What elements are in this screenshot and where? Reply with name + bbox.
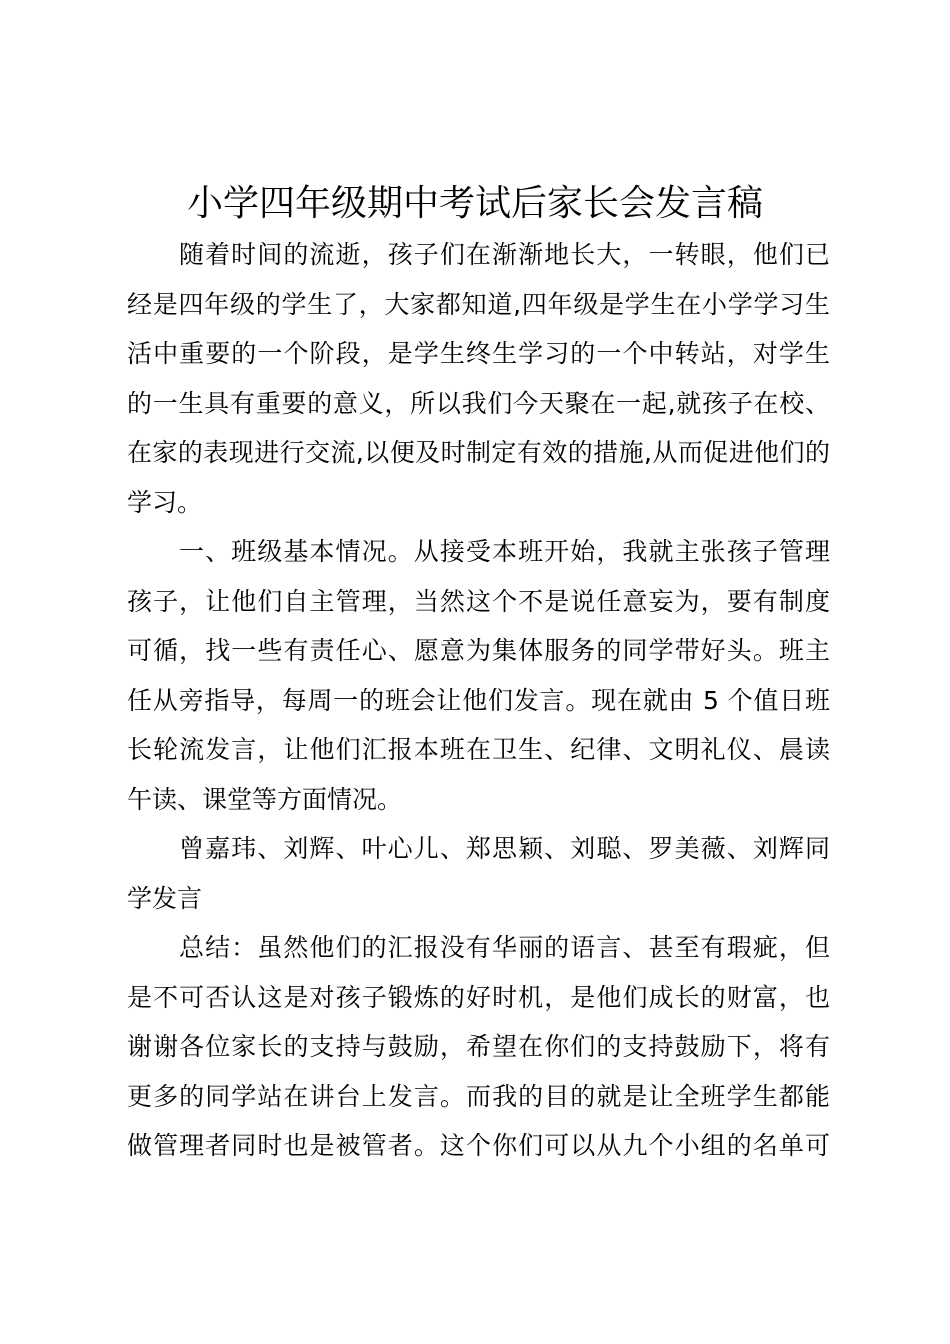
text-line: 任从旁指导，每周一的班会让他们发言。现在就由 5 个值日班 [127, 685, 830, 715]
text-line: 总结：虽然他们的汇报没有华丽的语言、甚至有瑕疵，但 [179, 933, 830, 962]
document-title: 小学四年级期中考试后家长会发言稿 [186, 183, 763, 224]
paragraph [127, 230, 837, 527]
paragraph [127, 824, 837, 923]
text-line: 学发言 [127, 883, 203, 913]
text-line: 经是四年级的学生了，大家都知道,四年级是学生在小学学习生 [127, 289, 830, 319]
paragraph [127, 923, 837, 1171]
text-line: 一、班级基本情况。从接受本班开始，我就主张孩子管理 [179, 537, 830, 566]
text-line: 活中重要的一个阶段，是学生终生学习的一个中转站，对学生 [127, 339, 830, 368]
document-body [127, 230, 837, 1171]
text-line: 的一生具有重要的意义，所以我们今天聚在一起,就孩子在校、 [127, 388, 830, 418]
text-line: 午读、课堂等方面情况。 [127, 784, 403, 814]
text-line: 更多的同学站在讲台上发言。而我的目的就是让全班学生都能 [127, 1081, 830, 1111]
text-line: 做管理者同时也是被管者。这个你们可以从九个小组的名单可 [127, 1131, 830, 1160]
text-line: 是不可否认这是对孩子锻炼的好时机，是他们成长的财富，也 [127, 982, 830, 1012]
text-line: 长轮流发言，让他们汇报本班在卫生、纪律、文明礼仪、晨读 [127, 735, 830, 764]
text-line: 曾嘉玮、刘辉、叶心儿、郑思颖、刘聪、罗美薇、刘辉同 [179, 834, 830, 863]
text-line: 学习。 [127, 487, 203, 517]
paragraph [127, 527, 837, 824]
text-line: 孩子，让他们自主管理，当然这个不是说任意妄为，要有制度 [127, 586, 830, 616]
text-line: 在家的表现进行交流,以便及时制定有效的措施,从而促进他们的 [127, 438, 830, 467]
text-line: 可循，找一些有责任心、愿意为集体服务的同学带好头。班主 [127, 636, 830, 665]
text-line: 随着时间的流逝，孩子们在渐渐地长大，一转眼，他们已 [179, 240, 830, 269]
text-line: 谢谢各位家长的支持与鼓励，希望在你们的支持鼓励下，将有 [127, 1032, 830, 1061]
